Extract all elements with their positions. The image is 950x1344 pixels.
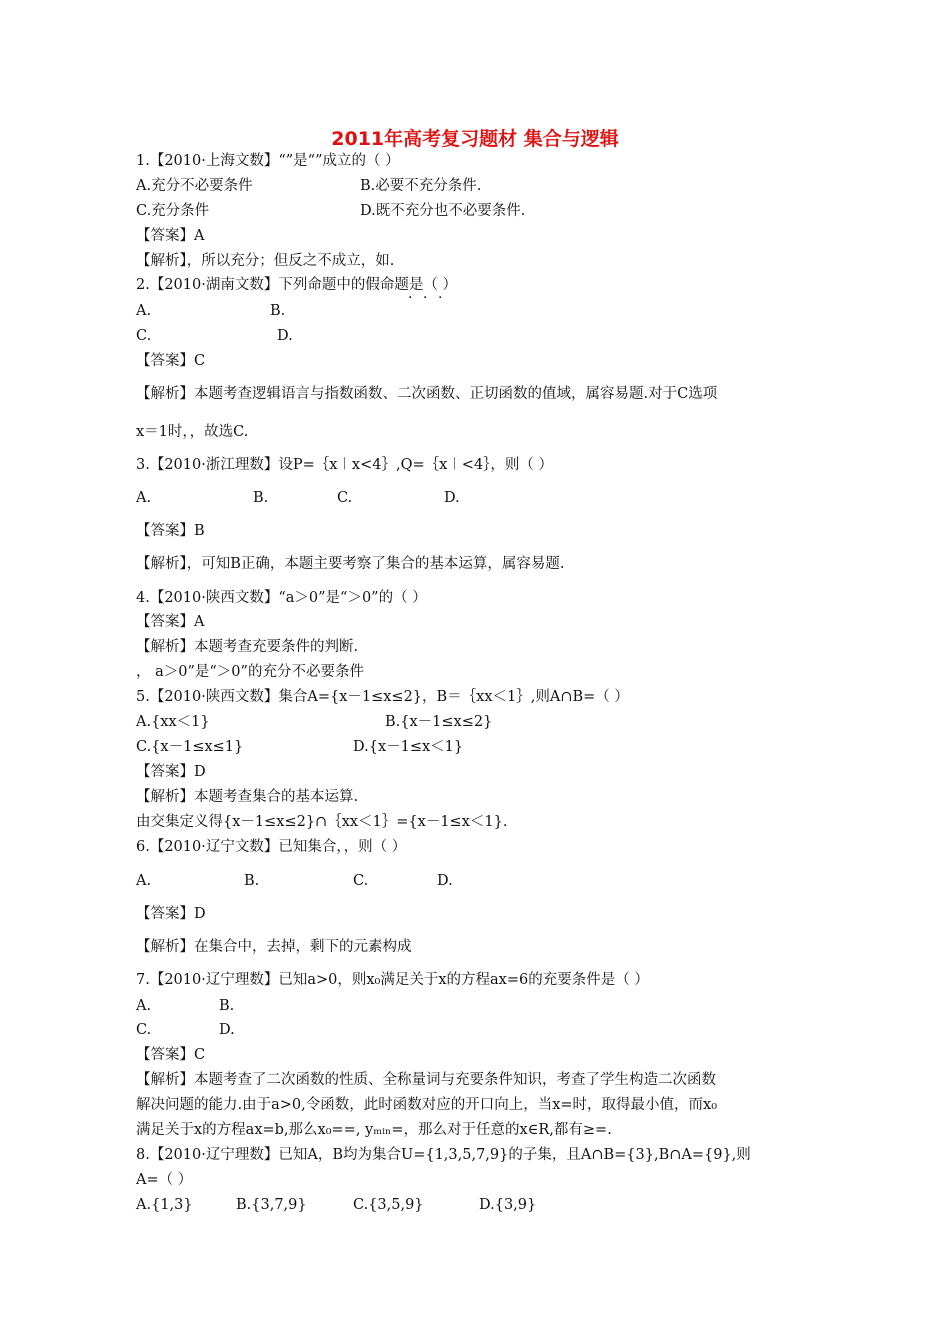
q2-stem: 2.【2010·湖南文数】下列命题中的假命题是（ ）	[136, 277, 457, 293]
q4-stem: 4.【2010·陕西文数】“a＞0”是“＞0”的（ ）	[136, 590, 427, 606]
q8-stem: 8.【2010·辽宁理数】已知A，B均为集合U={1,3,5,7,9}的子集，且A∩B={3},B∩A={9},则	[136, 1147, 751, 1163]
q7-option-c: C.	[136, 1022, 152, 1038]
q1-stem: 1.【2010·上海文数】“”是“”成立的（ ）	[136, 153, 400, 169]
q1-option-a: A.充分不必要条件	[136, 178, 253, 194]
q7-option-b: B.	[219, 998, 235, 1014]
q7-stem: 7.【2010·辽宁理数】已知a>0，则x₀满足关于x的方程ax=6的充要条件是（ ）	[136, 972, 649, 988]
q6-answer: 【答案】D	[136, 906, 206, 922]
q5-answer: 【答案】D	[136, 764, 206, 780]
q3-option-c: C.	[337, 490, 353, 506]
q5-option-c: C.{x－1≤x≤1}	[136, 739, 244, 755]
q7-option-a: A.	[136, 998, 152, 1014]
q6-option-a: A.	[136, 873, 152, 889]
q8-option-a: A.{1,3}	[136, 1197, 193, 1213]
q7-analysis-line2: 解决问题的能力.由于a>0,令函数，此时函数对应的开口向上，当x=时，取得最小值，而x₀	[136, 1097, 718, 1113]
q5-stem: 5.【2010·陕西文数】集合A={x－1≤x≤2}，B＝｛xx＜1｝,则A∩B=（ ）	[136, 689, 629, 705]
q1-answer: 【答案】A	[136, 228, 205, 244]
q2-option-b: B.	[270, 303, 286, 319]
q2-analysis-line1: 【解析】本题考查逻辑语言与指数函数、二次函数、正切函数的值域，属容易题.对于C选项	[136, 386, 718, 402]
q3-option-d: D.	[444, 490, 460, 506]
q8-option-d: D.{3,9}	[479, 1197, 537, 1213]
q3-analysis: 【解析】，可知B正确，本题主要考察了集合的基本运算，属容易题.	[136, 556, 565, 572]
q6-stem: 6.【2010·辽宁文数】已知集合，，则（ ）	[136, 839, 407, 855]
q2-option-c: C.	[136, 328, 152, 344]
q1-analysis: 【解析】，所以充分；但反之不成立，如.	[136, 253, 395, 269]
q2-analysis-line2: x＝1时，，故选C.	[136, 424, 249, 440]
q8-option-b: B.{3,7,9}	[236, 1197, 307, 1213]
q5-option-d: D.{x－1≤x＜1}	[353, 739, 464, 755]
q3-stem: 3.【2010·浙江理数】设P=｛x︱x<4｝,Q=｛x︱<4｝，则（ ）	[136, 457, 554, 473]
q1-option-c: C.充分条件	[136, 203, 210, 219]
q6-option-b: B.	[244, 873, 260, 889]
q6-analysis: 【解析】在集合中，去掉，剩下的元素构成	[136, 939, 412, 955]
q3-option-a: A.	[136, 490, 152, 506]
q1-option-b: B.必要不充分条件.	[360, 178, 482, 194]
q2-option-d: D.	[277, 328, 293, 344]
q8-option-c: C.{3,5,9}	[353, 1197, 424, 1213]
q4-analysis-line2: ， a＞0”是“＞0”的充分不必要条件	[136, 664, 364, 680]
emphasis-dot: ·	[438, 290, 443, 306]
q6-option-c: C.	[353, 873, 369, 889]
q4-answer: 【答案】A	[136, 614, 205, 630]
q7-analysis-line1: 【解析】本题考查了二次函数的性质、全称量词与充要条件知识，考查了学生构造二次函数	[136, 1072, 716, 1088]
q5-option-a: A.{xx＜1}	[136, 714, 210, 730]
q1-option-d: D.既不充分也不必要条件.	[360, 203, 526, 219]
q2-option-a: A.	[136, 303, 152, 319]
q4-analysis-line1: 【解析】本题考查充要条件的判断.	[136, 639, 359, 655]
q2-answer: 【答案】C	[136, 353, 206, 369]
q7-answer: 【答案】C	[136, 1047, 206, 1063]
q6-option-d: D.	[437, 873, 453, 889]
q3-option-b: B.	[253, 490, 269, 506]
emphasis-dot: ·	[408, 290, 413, 306]
q5-analysis-line2: 由交集定义得{x－1≤x≤2}∩｛xx＜1｝={x－1≤x＜1}.	[136, 814, 508, 830]
q7-analysis-line3: 满足关于x的方程ax=b,那么x₀==, yₘᵢₙ=，那么对于任意的x∈R,都有≥=.	[136, 1122, 612, 1138]
q7-option-d: D.	[219, 1022, 235, 1038]
q5-option-b: B.{x－1≤x≤2}	[385, 714, 493, 730]
emphasis-dot: ·	[423, 290, 428, 306]
document-title: 2011年高考复习题材 集合与逻辑	[331, 128, 619, 150]
q5-analysis-line1: 【解析】本题考查集合的基本运算.	[136, 789, 359, 805]
q8-stem-continued: A=（ ）	[136, 1172, 193, 1188]
q3-answer: 【答案】B	[136, 523, 205, 539]
